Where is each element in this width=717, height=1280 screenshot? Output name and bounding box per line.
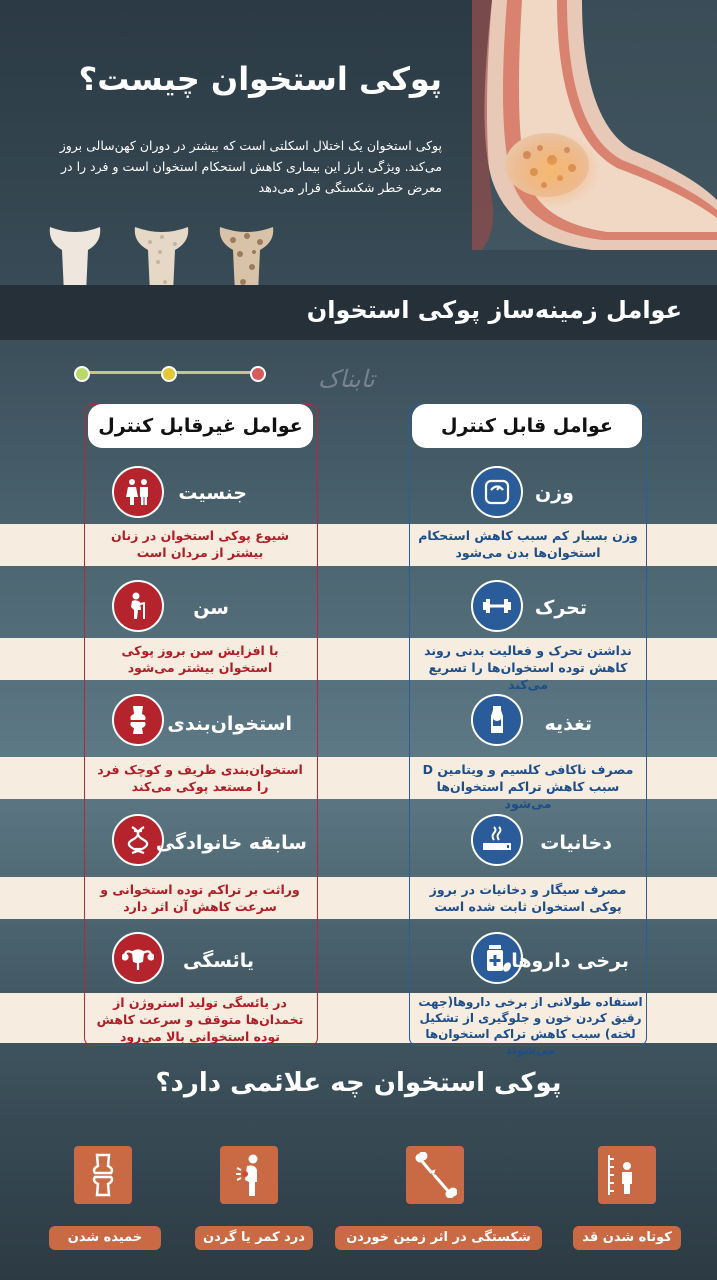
controllable-label-medications: برخی داروها: [511, 950, 629, 972]
uncontrollable-desc-gender: شیوع پوکی استخوان در زنان بیشتر از مردان است: [111, 528, 289, 560]
controllable-label-activity: تحرک: [534, 597, 587, 619]
dumbbell-icon: [471, 580, 523, 632]
symptom-label-back-pain: درد کمر یا گردن: [195, 1226, 313, 1250]
gender-icon: [112, 466, 164, 518]
severity-dot-high: [250, 366, 266, 382]
back-pain-icon: [220, 1146, 278, 1204]
controllable-desc-weight: وزن بسیار کم سبب کاهش استحکام استخوان‌ها بدن می‌شود: [418, 528, 638, 560]
intro-text: پوکی استخوان یک اختلال اسکلتی است که بیشتر در دوران کهن‌سالی بروز می‌کند. ویژگی بارز این بیماری کاهش استحکام استخوان است و فرد را در معرض خطر شکستگی قرار می‌دهد: [59, 138, 442, 195]
uncontrollable-desc-menopause: در یائسگی تولید استروژن از تخمدان‌ها متوقف و سرعت کاهش توده استخوانی بالا می‌رود: [96, 995, 304, 1044]
uncontrollable-label-age: سن: [193, 597, 229, 619]
controllable-label-smoking: دخانیات: [540, 832, 612, 854]
uterus-icon: [112, 932, 164, 984]
controllable-label-weight: وزن: [535, 482, 574, 504]
cigarette-icon: [471, 814, 523, 866]
symptoms-title: پوکی استخوان چه علائمی دارد؟: [155, 1068, 562, 1098]
knee-joint-icon: [112, 694, 164, 746]
watermark-logo: تابناک: [318, 365, 375, 393]
controllable-label-nutrition: تغذیه: [544, 713, 592, 735]
uncontrollable-heading: عوامل غیرقابل کنترل: [88, 404, 313, 448]
page-title: پوکی استخوان چیست؟: [78, 60, 442, 98]
uncontrollable-desc-skeletal: استخوان‌بندی ظریف و کوچک فرد را مستعد پوکی می‌کند: [97, 762, 303, 794]
section-banner-title: عوامل زمینه‌ساز پوکی استخوان: [306, 296, 682, 324]
broken-bone-icon: [406, 1146, 464, 1204]
controllable-desc-activity: نداشتن تحرک و فعالیت بدنی روند کاهش توده استخوان‌ها را تسریع می‌کند: [424, 643, 632, 692]
symptom-label-stooping: خمیده شدن: [49, 1226, 161, 1250]
severity-dot-low: [74, 366, 90, 382]
uncontrollable-label-skeletal: استخوان‌بندی: [167, 713, 292, 735]
controllable-desc-medications: استفاده طولانی از برخی داروها(جهت رقیق کردن خون و جلوگیری از تشکیل لخته) سبب کاهش تراکم استخوان‌ها می‌شوند: [418, 995, 643, 1057]
uncontrollable-label-family-history: سابقه خانوادگی: [155, 832, 307, 854]
spine-icon: [74, 1146, 132, 1204]
symptom-label-fracture: شکستگی در اثر زمین خوردن: [335, 1226, 542, 1250]
scale-icon: [471, 466, 523, 518]
controllable-desc-smoking: مصرف سیگار و دخانیات در بروز پوکی استخوان ثابت شده است: [429, 882, 627, 914]
controllable-heading: عوامل قابل کنترل: [412, 404, 642, 448]
height-ruler-icon: [598, 1146, 656, 1204]
bone-joint-illustration: [472, 0, 717, 250]
uncontrollable-desc-age: با افزایش سن بروز پوکی استخوان بیشتر می‌شود: [121, 643, 279, 675]
symptom-label-height-loss: کوتاه شدن قد: [573, 1226, 681, 1250]
uncontrollable-label-gender: جنسیت: [178, 482, 247, 504]
uncontrollable-desc-family-history: وراثت بر تراکم توده استخوانی و سرعت کاهش آن اثر دارد: [100, 882, 300, 914]
milk-bottle-icon: [471, 694, 523, 746]
uncontrollable-label-menopause: یائسگی: [182, 950, 254, 972]
elderly-icon: [112, 580, 164, 632]
severity-dot-mid: [161, 366, 177, 382]
controllable-desc-nutrition: مصرف ناکافی کلسیم و ویتامین D سبب کاهش تراکم استخوان‌ها می‌شود: [422, 762, 634, 811]
